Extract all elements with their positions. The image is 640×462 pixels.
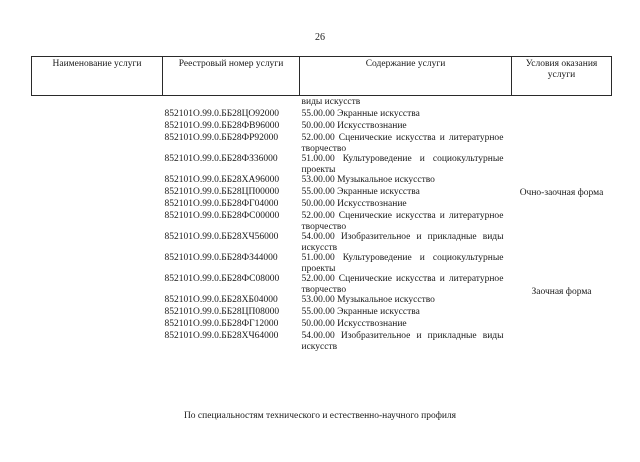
registry-number-cell: 852101О.99.0.ББ28ФЗ36000	[164, 154, 278, 164]
content-cell: 52.00.00 Сценические искусства и литературное творчество	[301, 133, 504, 154]
table-row-carryover	[32, 96, 612, 110]
content-cell: 55.00.00 Экранные искусства	[301, 187, 420, 197]
header-conditions: Условия оказания услуги	[512, 57, 612, 96]
content-cell: 52.00.00 Сценические искусства и литературное творчество	[301, 274, 504, 295]
content-cell: 50.00.00 Искусствознание	[301, 319, 407, 329]
condition-cell-distance: Заочная форма	[531, 286, 592, 297]
content-cell: 53.00.00 Музыкальное искусство	[301, 175, 435, 185]
content-cell: 53.00.00 Музыкальное искусство	[301, 295, 435, 305]
registry-number-cell: 852101О.99.0.ББ28ХЧ56000	[164, 232, 279, 242]
table-row	[32, 109, 612, 121]
content-cell: 50.00.00 Искусствознание	[301, 121, 407, 131]
content-cell: виды искусств	[301, 97, 361, 107]
registry-number-cell: 852101О.99.0.ББ28ФЗ44000	[164, 253, 278, 263]
registry-number-cell: 852101О.99.0.ББ28ФР92000	[164, 133, 279, 143]
registry-number-cell: 852101О.99.0.ББ28ЦП00000	[164, 187, 280, 197]
header-registry-number: Реестровый номер услуги	[163, 57, 300, 96]
registry-number-cell: 852101О.99.0.ББ28ЦО92000	[164, 109, 279, 119]
registry-number-cell: 852101О.99.0.ББ28ЦП08000	[164, 307, 280, 317]
content-cell: 55.00.00 Экранные искусства	[301, 307, 420, 317]
content-cell: 51.00.00 Культуроведение и социокультурные проекты	[301, 154, 504, 175]
services-table	[31, 56, 612, 352]
registry-number-cell: 852101О.99.0.ББ28ФВ96000	[164, 121, 280, 131]
content-cell: 54.00.00 Изобразительное и прикладные виды искусств	[301, 232, 504, 253]
registry-number-cell: 852101О.99.0.ББ28ФГ04000	[164, 199, 279, 209]
registry-number-cell: 852101О.99.0.ББ28ФГ12000	[164, 319, 279, 329]
page-number: 26	[315, 32, 325, 43]
content-cell: 52.00.00 Сценические искусства и литературное творчество	[301, 211, 504, 232]
content-cell: 50.00.00 Искусствознание	[301, 199, 407, 209]
section-heading-note: По специальностям технического и естественно-научного профиля	[183, 411, 457, 421]
content-cell: 55.00.00 Экранные искусства	[301, 109, 420, 119]
table-row	[32, 121, 612, 133]
registry-number-cell: 852101О.99.0.ББ28ХБ04000	[164, 295, 278, 305]
registry-number-cell: 852101О.99.0.ББ28ХЧ64000	[164, 331, 279, 341]
registry-number-cell: 852101О.99.0.ББ28ФС00000	[164, 211, 280, 221]
registry-number-cell: 852101О.99.0.ББ28ФС08000	[164, 274, 280, 284]
registry-number-cell: 852101О.99.0.ББ28ХА96000	[164, 175, 280, 185]
table-row	[32, 232, 612, 253]
table-row	[32, 154, 612, 175]
header-service-name: Наименование услуги	[32, 57, 163, 96]
header-service-content: Содержание услуги	[300, 57, 512, 96]
table-row	[32, 133, 612, 154]
condition-cell-part-time: Очно-заочная форма	[519, 187, 604, 198]
content-cell: 54.00.00 Изобразительное и прикладные виды искусств	[301, 331, 504, 352]
table-header-row	[32, 57, 612, 96]
content-cell: 51.00.00 Культуроведение и социокультурные проекты	[301, 253, 504, 274]
